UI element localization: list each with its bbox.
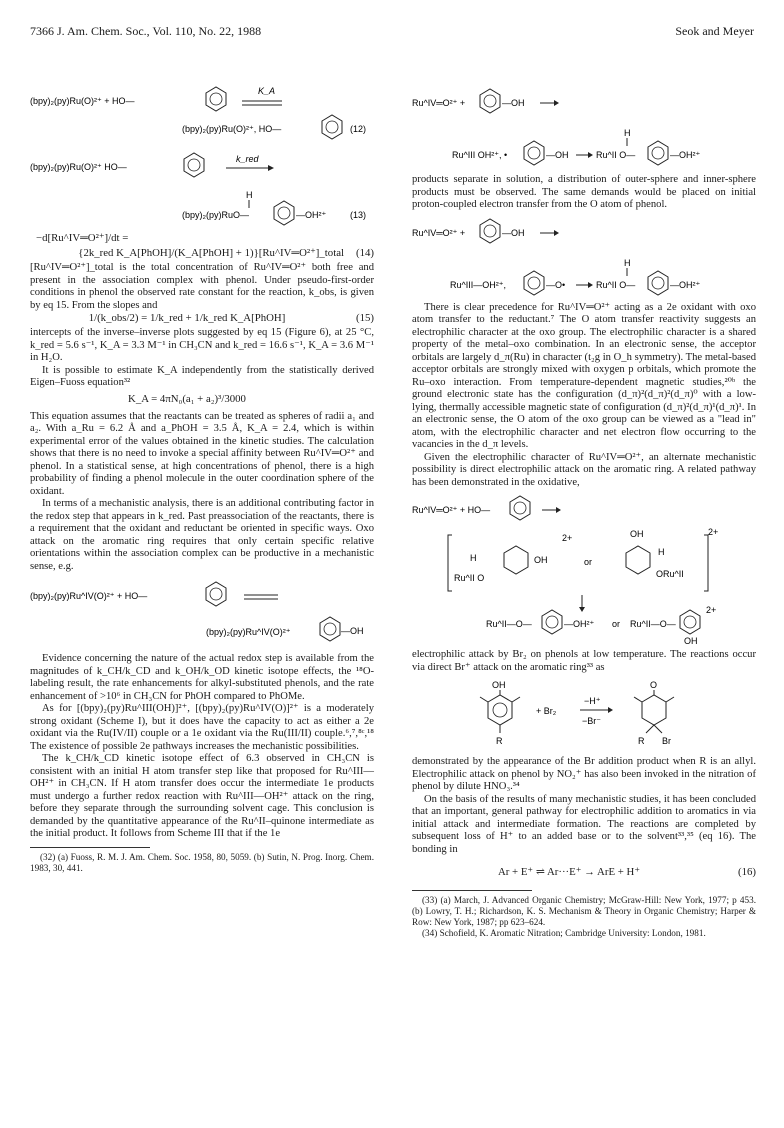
eq14-line2: {2k_red K_A[PhOH]/(K_A[PhOH] + 1)}[Ru^IV═O²⁺]_total (14) <box>78 247 374 259</box>
eq15: 1/(k_obs/2) = 1/k_red + 1/k_red K_A[PhOH] (15) <box>88 312 374 324</box>
schemeB-h: H <box>624 257 631 268</box>
right-column <box>412 86 756 939</box>
benzene-ring <box>206 87 226 111</box>
paragraph: The k_CH/k_CD kinetic isotope effect of 6.3 observed in CH₃CN is consistent with an initial H atom transfer step like that proposed for Ru^III—OH²⁺ in CH₃CN. If H atom transfer does occur the intermediate 1e products must undergo a further redox reaction with Ru^III—OH²⁺ attack on the ring, before they separate through the surrounding solvent cage. This conclusion is demanded by the quantitative appearance of the Ru^II–quinone intermediate as the initial product. It follows from Scheme III that if the 1e <box>30 753 374 839</box>
eq13-product: (bpy)₂(py)RuO— <box>182 210 250 220</box>
benzene-ring <box>184 153 204 177</box>
paragraph: Given the electrophilic character of Ru^IV═O²⁺, an alternate mechanistic possibility is direct electrophilic attack on the aromatic ring. A related pathway has been demonstrated in the oxidative, <box>412 451 756 488</box>
schemeC-charge-product: 2+ <box>706 605 717 615</box>
schemeA-h: H <box>624 128 631 138</box>
eq12-product: (bpy)₂(py)Ru(O)²⁺, HO— <box>182 124 282 134</box>
schemeC-charge: 2+ <box>562 533 573 543</box>
eq16-number: (16) <box>738 866 756 878</box>
scheme-h-atom-transfer <box>412 86 756 166</box>
footnotes <box>412 895 756 939</box>
eq13-h: H <box>246 190 253 200</box>
scheme-electrophilic-attack <box>412 495 756 645</box>
benzene-ring <box>542 610 562 634</box>
scheme-bromination <box>412 678 756 752</box>
schemeB-reactant-tail: —OH <box>502 227 525 238</box>
eq13-number: (13) <box>350 210 367 220</box>
benzene-ring <box>480 89 500 113</box>
schemeC-ru-o: Ru^II O <box>454 573 485 583</box>
eq16 <box>412 862 756 880</box>
benzene-ring <box>322 115 342 139</box>
eq13-k-label: k_red <box>236 154 259 164</box>
paragraph: This equation assumes that the reactants can be treated as spheres of radii a₁ and a₂. With a_Ru = 6.2 Å and a_PhOH = 3.5 Å, K_A = 2.4, which is within experimental error of the values obtained in the kinetic studies. The calculation shows that there is no need to invoke a special affinity between Ru^IV═O²⁺ and phenol. In a statistical sense, at high concentrations of phenol, there is a high probability of finding a phenol molecule in the outer coordination sphere of the oxidant. <box>30 410 374 497</box>
schemeD-r: R <box>496 736 503 746</box>
benzene-ring <box>480 219 500 243</box>
paragraph: As for [(bpy)₂(py)Ru^III(OH)]²⁺, [(bpy)₂(py)Ru^IV(O)]²⁺ is a moderately strong oxidant (Scheme I), but it does have the capacity to act as either a 2e oxidant via the Ru(IV/II) couple or a 1e oxidant via the Ru(III/II) couple.⁶,⁷,⁸ᶜ,¹⁸ The existence of possible 2e pathways increases the mechanistic possibilities. <box>30 703 374 752</box>
schemeA-reactant-tail: —OH <box>502 98 525 108</box>
benzene-ring <box>680 610 700 634</box>
schemeB-product2-tail: —OH²⁺ <box>670 279 701 290</box>
paragraph: [Ru^IV═O²⁺]_total is the total concentration of Ru^IV═O²⁺ both free and present in the association complex with phenol. Under pseudo-first-order conditions in phenol the observed rate constant for the reaction, k_obs, is given by eq 15. From the slopes and <box>30 262 374 311</box>
schemeC-or2: or <box>612 619 621 629</box>
schemeC-oh-left: OH <box>534 555 548 565</box>
paragraph: demonstrated by the appearance of the Br addition product when R is an allyl. Electrophilic attack on phenol by NO₂⁺ has also been invoked in the nitration of phenol by dilute HNO₃.³⁴ <box>412 756 756 792</box>
benzene-ring <box>274 201 294 225</box>
phenol-ring <box>480 690 520 733</box>
schemeC-oh-top: OH <box>630 529 644 539</box>
eigen-fuoss-equation: K_A = 4πN₀(a₁ + a₂)³/3000 <box>128 392 246 405</box>
schemeD-br: Br <box>662 736 671 746</box>
schemeC-charge-outer: 2+ <box>708 527 719 537</box>
paragraph: There is clear precedence for Ru^IV═O²⁺ acting as a 2e oxidant with oxo atom transfer to the reductant.⁷ The O atom transfer reactivity suggests an electrophilic character at the oxo group. The electrophilic character is a shared property of the metal–oxo combination. In an electronic sense, the acceptor orbitals are largely d_π(Ru) in character (t₂g in O_h symmetry). The metal-based acceptor orbitals are strongly mixed with oxygen p orbitals, which promote the Ru–oxo interaction. From temperature-dependent magnetic studies,²⁰ᵇ the ground electronic state has the configuration (d_π)²(d_π)²(d_π)⁰ with a low-lying, thermally accessible magnetic state of configuration (d_π)²(d_π)¹(d_π)¹. In an electronic sense, the O atom of the oxo group can be viewed as a "lead in" atom, with the electrophilic character and net electron flow occurring to the vacancies in the d_π levels. <box>412 301 756 450</box>
scheme-eq13 <box>30 150 374 226</box>
schemeC-product1: Ru^II—O— <box>486 619 532 629</box>
eq16-text: Ar + E⁺ ⇌ Ar···E⁺ → ArE + H⁺ <box>497 866 641 878</box>
schemeC-product2-oh: OH <box>684 636 698 645</box>
eq12-k-label: K_A <box>258 86 276 96</box>
left-column <box>30 82 374 874</box>
schemeB-product2: Ru^II O— <box>596 279 636 290</box>
eq14-number: (14) <box>356 247 374 259</box>
authors: Seok and Meyer <box>675 24 754 38</box>
cyclohexadiene-ring <box>504 546 528 574</box>
eq13-reactant: (bpy)₂(py)Ru(O)²⁺ HO— <box>30 162 127 172</box>
paragraph: It is possible to estimate K_A independently from the statistically derived Eigen–Fuoss equation³² <box>30 364 374 388</box>
eq14-line1: −d[Ru^IV═O²⁺]/dt = <box>36 232 129 244</box>
schemeA-reactant: Ru^IV═O²⁺ + <box>412 98 466 108</box>
eq15-number: (15) <box>356 312 374 324</box>
paragraph: intercepts of the inverse–inverse plots suggested by eq 15 (Figure 6), at 25 °C, k_red = 5.6 s⁻¹, K_A = 3.3 M⁻¹ in CH₃CN and k_red = 16.6 s⁻¹, K_A = 3.6 M⁻¹ in H₂O. <box>30 327 374 363</box>
benzene-ring <box>524 141 544 165</box>
schemeC-h2: H <box>658 547 665 557</box>
schemeC-product1-tail: —OH²⁺ <box>564 619 595 629</box>
footnote-rule <box>30 847 150 848</box>
eq13-product-tail: —OH²⁺ <box>296 210 327 220</box>
schemeD-oh: OH <box>492 680 506 690</box>
schemeC-h: H <box>470 553 477 563</box>
dienone-ring <box>634 690 674 733</box>
paragraph: products separate in solution, a distribution of outer-sphere and inner-sphere products must be observed. The same demands would be placed on initial proton-coupled electron transfer from the O atom of phenol. <box>412 174 756 210</box>
schemeC-or: or <box>584 557 593 567</box>
eq12-number: (12) <box>350 124 367 134</box>
schemeD-o: O <box>650 680 658 690</box>
benzene-ring <box>524 271 544 295</box>
schemeD-br2: + Br₂ <box>536 706 557 716</box>
footnote-rule <box>412 890 532 891</box>
paragraph: On the basis of the results of many mechanistic studies, it has been concluded that an important, general pathway for electrophilic addition to aromatics in via initial attack and intermediate formation. The reactions are completed by subsequent loss of H⁺ to an added base or to the solvent³³,³⁵ (eq 16). The bonding in <box>412 793 756 855</box>
schemeD-arrow-top: −H⁺ <box>584 696 601 706</box>
journal-citation: 7366 J. Am. Chem. Soc., Vol. 110, No. 22, 1988 <box>30 24 262 38</box>
schemeC-o-ru: ORu^II <box>656 569 684 579</box>
schemeD-arrow-bottom: −Br⁻ <box>582 716 602 726</box>
benzene-ring <box>648 141 668 165</box>
benzene-ring <box>510 496 530 520</box>
orientation-product: (bpy)₂(py)Ru^IV(O)²⁺ <box>206 627 291 637</box>
schemeA-product2-tail: —OH²⁺ <box>670 150 701 160</box>
schemeB-product1: Ru^III—OH²⁺, <box>450 279 506 290</box>
footnote-32: (32) (a) Fuoss, R. M. J. Am. Chem. Soc. 1958, 80, 5059. (b) Sutin, N. Prog. Inorg. Chem. 1983, 30, 441. <box>30 851 374 873</box>
footnotes <box>30 852 374 874</box>
schemeB-reactant: Ru^IV═O²⁺ + <box>412 227 466 238</box>
benzene-ring <box>206 582 226 606</box>
schemeB-product1-tail: —O• <box>546 279 566 290</box>
cyclohexadiene-ring <box>626 546 650 574</box>
paragraph: In terms of a mechanistic analysis, there is an additional contributing factor in the redox step that appears in k_red. Past preassociation of the reactants, there is a requirement that the oxidant and reductant be oriented in specific ways. Oxo attack on the aromatic ring requires that only certain specific relative orientations within the association complex can be productive in a mechanistic sense, e.g. <box>30 498 374 572</box>
paragraph: Evidence concerning the nature of the actual redox step is available from the magnitudes of k_CH/k_CD and k_OH/k_OD kinetic isotope effects, the ¹⁸O-labeling result, the rate enhancements for alkyl-substituted phenols, and the rate enhancement of >10⁶ in CH₃CN for PhOH compared to PhOMe. <box>30 653 374 702</box>
footnote-33: (33) (a) March, J. Advanced Organic Chemistry; McGraw-Hill: New York, 1977; p 453. (b) Lowry, T. H.; Richardson, K. S. Mechanism & Theory in Organic Chemistry; Harper & Row: New York, 1987; pp 623–624. <box>412 895 756 927</box>
schemeA-product1-tail: —OH <box>546 150 569 160</box>
benzene-ring <box>648 271 668 295</box>
scheme-eq12 <box>30 82 374 140</box>
schemeD-r2: R <box>638 736 645 746</box>
footnote-34: (34) Schofield, K. Aromatic Nitration; Cambridge University: London, 1981. <box>422 928 706 938</box>
schemeA-product1: Ru^III OH²⁺, • <box>452 150 508 160</box>
schemeC-reactant: Ru^IV═O²⁺ + HO— <box>412 505 491 515</box>
benzene-ring <box>320 617 340 641</box>
orientation-reactant: (bpy)₂(py)Ru^IV(O)²⁺ + HO— <box>30 591 148 601</box>
scheme-orientation <box>30 579 374 649</box>
orientation-product-tail: —OH <box>341 626 364 636</box>
eq12-reactant: (bpy)₂(py)Ru(O)²⁺ + HO— <box>30 96 135 106</box>
paragraph: electrophilic attack by Br₂ on phenols at low temperature. The reactions occur via direct Br⁺ attack on the aromatic ring³³ as <box>412 649 756 673</box>
schemeA-product2: Ru^II O— <box>596 150 636 160</box>
schemeC-product2: Ru^II—O— <box>630 619 676 629</box>
scheme-pcet <box>412 218 756 296</box>
